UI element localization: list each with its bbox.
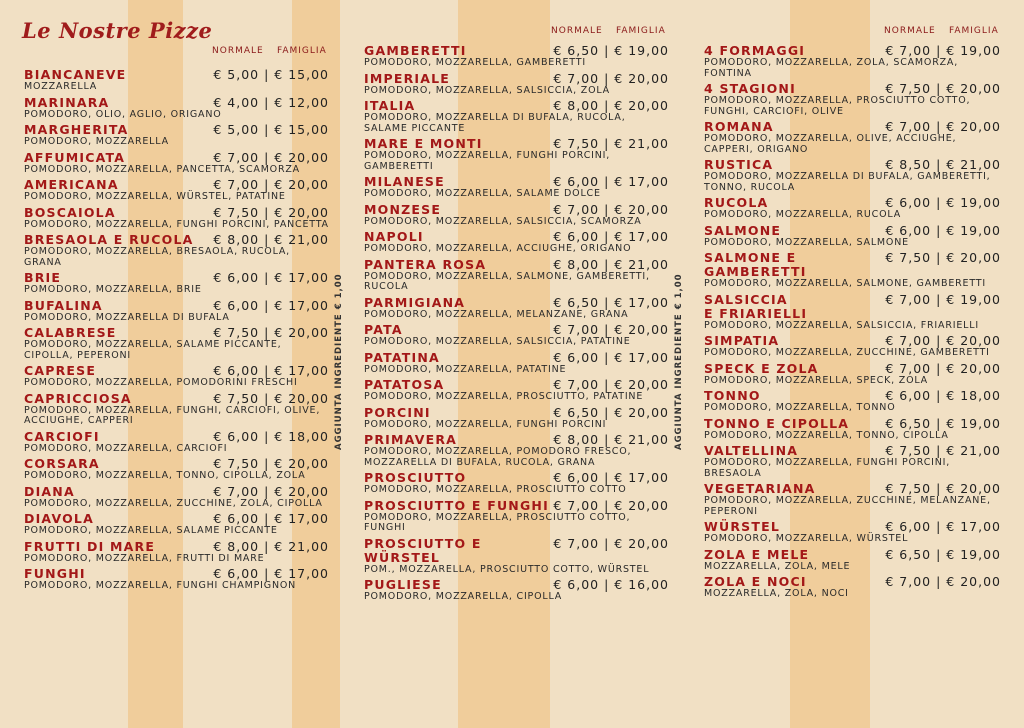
menu-item — [364, 351, 669, 376]
pizza-ingredients: POMODORO, MOZZARELLA, SALAME DOLCE — [364, 188, 601, 199]
pizza-price: € 6,50 | € 19,00 — [553, 43, 669, 58]
pizza-price: € 7,00 | € 20,00 — [553, 497, 669, 513]
menu-item — [364, 258, 669, 293]
pizza-price: € 7,50 | € 21,00 — [885, 443, 1001, 458]
menu-item — [364, 99, 669, 134]
pizza-ingredients: POMODORO, MOZZARELLA, SALSICCIA, SCAMORZA — [364, 215, 642, 227]
pizza-price: € 7,00 | € 20,00 — [553, 535, 669, 551]
pizza-ingredients: POMODORO, MOZZARELLA, PROSCIUTTO COTTO, FUNGHI, CARCIOFI, OLIVE — [704, 95, 971, 117]
pizza-name: PATATOSA — [364, 377, 445, 392]
pizza-name: FUNGHI — [24, 566, 86, 581]
menu-item — [704, 575, 1001, 600]
pizza-ingredients: POMODORO, MOZZARELLA, FRUTTI DI MARE — [24, 552, 265, 564]
pizza-name: SALMONE E GAMBERETTI — [704, 250, 807, 279]
header-normale: NORMALE — [212, 46, 264, 56]
menu-item — [704, 482, 1001, 517]
pizza-price: € 6,00 | € 18,00 — [213, 428, 329, 444]
pizza-price: € 7,50 | € 20,00 — [213, 456, 329, 471]
pizza-name: NAPOLI — [364, 229, 424, 244]
pizza-price: € 8,00 | € 21,00 — [213, 232, 329, 247]
menu-item — [704, 196, 1001, 221]
pizza-price: € 6,50 | € 17,00 — [553, 294, 669, 310]
pizza-ingredients: POMODORO, MOZZARELLA, SALAME PICCANTE, CIPOLLA, PEPERONI — [24, 339, 282, 361]
extra-ingredient-note: AGGIUNTA INGREDIENTE € 1,00 — [334, 273, 344, 450]
pizza-name: FRUTTI DI MARE — [24, 538, 156, 554]
pizza-ingredients: POMODORO, MOZZARELLA, SALMONE, GAMBERETTI, RUCOLA — [364, 270, 650, 292]
pizza-name: CAPRESE — [24, 363, 97, 378]
menu-item — [24, 326, 329, 361]
pizza-price: € 7,00 | € 20,00 — [553, 201, 669, 217]
menu-item — [704, 362, 1001, 387]
pizza-price: € 6,00 | € 17,00 — [213, 270, 329, 285]
pizza-name: PATATINA — [364, 349, 440, 365]
pizza-price: € 7,50 | € 20,00 — [213, 325, 329, 340]
pizza-price: € 6,50 | € 20,00 — [553, 404, 669, 420]
pizza-price: € 7,00 | € 20,00 — [885, 119, 1001, 134]
pizza-name: AMERICANA — [24, 177, 119, 192]
menu-item — [24, 68, 329, 93]
pizza-name: SALMONE — [704, 222, 782, 238]
pizza-price: € 7,00 | € 20,00 — [213, 483, 329, 499]
pizza-ingredients: POMODORO, MOZZARELLA, SALSICCIA, FRIARIELLI — [704, 319, 979, 331]
pizza-name: RUCOLA — [704, 195, 769, 210]
header-famiglia: FAMIGLIA — [616, 26, 666, 36]
pizza-price: € 6,00 | € 17,00 — [553, 229, 669, 244]
menu-item — [24, 540, 329, 565]
pizza-price: € 6,00 | € 17,00 — [885, 519, 1001, 534]
pizza-price: € 7,00 | € 20,00 — [213, 149, 329, 165]
pizza-name: IMPERIALE — [364, 70, 451, 86]
pizza-ingredients: POMODORO, MOZZARELLA, SALMONE — [704, 236, 909, 248]
pizza-ingredients: POMODORO, MOZZARELLA, WÜRSTEL — [704, 533, 909, 544]
pizza-name: CALABRESE — [24, 325, 117, 340]
menu-item — [24, 567, 329, 592]
pizza-price: € 7,50 | € 20,00 — [213, 390, 329, 406]
pizza-ingredients: POMODORO, MOZZARELLA, ZUCCHINE, GAMBERETTI — [704, 347, 990, 358]
menu-item — [704, 417, 1001, 442]
pizza-price: € 7,00 | € 20,00 — [885, 574, 1001, 589]
pizza-name: PANTERA ROSA — [364, 256, 487, 272]
pizza-price: € 6,00 | € 19,00 — [885, 195, 1001, 210]
pizza-name: MONZESE — [364, 201, 442, 217]
pizza-name: PRIMAVERA — [364, 432, 458, 447]
pizza-name: MARINARA — [24, 94, 110, 110]
pizza-ingredients: POMODORO, MOZZARELLA, GAMBERETTI — [364, 57, 586, 68]
column-header — [364, 26, 669, 42]
pizza-price: € 7,00 | € 20,00 — [885, 333, 1001, 348]
column-header — [24, 46, 329, 60]
menu-item — [364, 323, 669, 348]
pizza-name: PROSCIUTTO E FUNGHI — [364, 497, 549, 513]
pizza-ingredients: POMODORO, MOZZARELLA, CARCIOFI — [24, 442, 228, 454]
menu-column-3 — [704, 26, 1001, 603]
pizza-ingredients: POMODORO, MOZZARELLA, POMODORO FRESCO, MOZZARELLA DI BUFALA, RUCOLA, GRANA — [364, 446, 632, 468]
pizza-name: SALSICCIA E FRIARIELLI — [704, 291, 808, 321]
pizza-ingredients: POMODORO, MOZZARELLA, SPECK, ZOLA — [704, 374, 928, 386]
pizza-ingredients: POMODORO, MOZZARELLA, SALSICCIA, ZOLA — [364, 84, 610, 96]
pizza-ingredients: POMODORO, MOZZARELLA, RUCOLA — [704, 209, 901, 220]
pizza-price: € 7,50 | € 20,00 — [885, 250, 1001, 265]
pizza-ingredients: POMODORO, MOZZARELLA, ACCIUGHE, ORIGANO — [364, 243, 632, 254]
pizza-ingredients: POMODORO, MOZZARELLA, SALAME PICCANTE — [24, 525, 278, 536]
pizza-price: € 4,00 | € 12,00 — [213, 94, 329, 110]
menu-item — [24, 96, 329, 121]
pizza-ingredients: POMODORO, MOZZARELLA, ZUCCHINE, MELANZANE, PEPERONI — [704, 495, 991, 517]
pizza-name: BRIE — [24, 270, 62, 285]
pizza-name: SPECK E ZOLA — [704, 360, 819, 376]
pizza-name: CAPRICCIOSA — [24, 390, 132, 406]
menu-item — [364, 578, 669, 603]
pizza-price: € 6,00 | € 18,00 — [885, 388, 1001, 403]
menu-item — [704, 520, 1001, 545]
menu-item — [364, 406, 669, 431]
pizza-name: DIANA — [24, 483, 75, 499]
menu-item — [704, 548, 1001, 573]
pizza-price: € 7,00 | € 19,00 — [885, 291, 1001, 307]
menu-item — [24, 299, 329, 324]
pizza-price: € 6,00 | € 17,00 — [213, 363, 329, 378]
pizza-price: € 7,00 | € 20,00 — [553, 322, 669, 337]
pizza-price: € 7,00 | € 20,00 — [213, 177, 329, 192]
pizza-price: € 7,50 | € 20,00 — [885, 481, 1001, 496]
pizza-price: € 8,50 | € 21,00 — [885, 157, 1001, 172]
header-normale: NORMALE — [884, 26, 936, 36]
pizza-ingredients: POMODORO, MOZZARELLA, FUNGHI, CARCIOFI, OLIVE, ACCIUGHE, CAPPERI — [24, 404, 321, 426]
pizza-name: MARGHERITA — [24, 122, 129, 137]
pizza-name: CORSARA — [24, 456, 100, 471]
pizza-name: PUGLIESE — [364, 577, 442, 592]
pizza-name: PROSCIUTTO E WÜRSTEL — [364, 535, 482, 565]
menu-column-2 — [364, 26, 669, 606]
pizza-name: PATA — [364, 322, 403, 337]
menu-item — [364, 137, 669, 172]
pizza-ingredients: POMODORO, MOZZARELLA DI BUFALA, GAMBERETTI, TONNO, RUCOLA — [704, 171, 991, 193]
pizza-name: TONNO — [704, 388, 761, 403]
pizza-ingredients: POMODORO, MOZZARELLA, OLIVE, ACCIUGHE, CAPPERI, ORIGANO — [704, 133, 957, 155]
menu-item — [364, 499, 669, 534]
menu-item — [24, 457, 329, 482]
pizza-price: € 6,00 | € 19,00 — [885, 222, 1001, 238]
pizza-ingredients: MOZZARELLA, ZOLA, MELE — [704, 560, 851, 572]
pizza-ingredients: POMODORO, MOZZARELLA, POMODORINI FRESCHI — [24, 377, 298, 388]
menu-item — [704, 158, 1001, 193]
pizza-name: DIAVOLA — [24, 511, 94, 526]
menu-item — [704, 251, 1001, 290]
menu-item — [364, 378, 669, 403]
menu-item — [364, 471, 669, 496]
pizza-ingredients: POMODORO, MOZZARELLA, PROSCIUTTO, PATATINE — [364, 391, 644, 402]
pizza-name: ZOLA E NOCI — [704, 574, 807, 589]
pizza-price: € 6,50 | € 19,00 — [885, 415, 1001, 431]
pizza-ingredients: POMODORO, MOZZARELLA, SALSICCIA, PATATINE — [364, 336, 631, 347]
pizza-price: € 5,00 | € 15,00 — [213, 67, 329, 82]
menu-item — [364, 230, 669, 255]
pizza-name: ROMANA — [704, 119, 774, 134]
menu-item — [24, 233, 329, 268]
menu-item — [364, 537, 669, 576]
pizza-price: € 8,00 | € 21,00 — [213, 538, 329, 554]
pizza-ingredients: POMODORO, MOZZARELLA, CIPOLLA — [364, 591, 563, 602]
header-normale: NORMALE — [551, 26, 603, 36]
pizza-price: € 7,50 | € 20,00 — [885, 81, 1001, 96]
pizza-price: € 6,00 | € 17,00 — [553, 349, 669, 365]
pizza-price: € 6,00 | € 16,00 — [553, 577, 669, 592]
pizza-ingredients: POMODORO, MOZZARELLA DI BUFALA — [24, 311, 230, 323]
pizza-name: 4 FORMAGGI — [704, 43, 806, 58]
pizza-ingredients: POMODORO, MOZZARELLA, FUNGHI CHAMPIGNON — [24, 580, 297, 591]
pizza-name: PARMIGIANA — [364, 294, 466, 310]
pizza-name: BOSCAIOLA — [24, 204, 116, 220]
menu-item — [364, 203, 669, 228]
pizza-name: BIANCANEVE — [24, 67, 127, 82]
menu-item — [24, 151, 329, 176]
menu-item — [364, 296, 669, 321]
pizza-name: VALTELLINA — [704, 443, 799, 458]
pizza-ingredients: POMODORO, MOZZARELLA, WÜRSTEL, PATATINE — [24, 191, 286, 202]
menu-item — [704, 44, 1001, 79]
pizza-price: € 6,00 | € 17,00 — [213, 566, 329, 581]
pizza-ingredients: MOZZARELLA, ZOLA, NOCI — [704, 588, 849, 599]
pizza-name: TONNO E CIPOLLA — [704, 415, 850, 431]
pizza-name: AFFUMICATA — [24, 149, 126, 165]
pizza-price: € 7,50 | € 20,00 — [213, 204, 329, 220]
pizza-price: € 8,00 | € 21,00 — [553, 256, 669, 272]
pizza-name: CARCIOFI — [24, 428, 100, 444]
pizza-price: € 7,00 | € 20,00 — [885, 360, 1001, 376]
pizza-name: BRESAOLA E RUCOLA — [24, 232, 194, 247]
pizza-price: € 8,00 | € 20,00 — [553, 98, 669, 113]
pizza-price: € 5,00 | € 15,00 — [213, 122, 329, 137]
pizza-name: SIMPATIA — [704, 333, 780, 348]
menu-item — [704, 224, 1001, 249]
pizza-name: PROSCIUTTO — [364, 470, 467, 485]
header-famiglia: FAMIGLIA — [949, 26, 999, 36]
pizza-name: WÜRSTEL — [704, 519, 780, 534]
menu-item — [24, 430, 329, 455]
pizza-name: ITALIA — [364, 98, 416, 113]
header-famiglia: FAMIGLIA — [277, 46, 327, 56]
pizza-ingredients: MOZZARELLA — [24, 81, 98, 92]
pizza-ingredients: POMODORO, MOZZARELLA, ZOLA, SCAMORZA, FONTINA — [704, 57, 959, 79]
pizza-ingredients: POMODORO, MOZZARELLA, PATATINE — [364, 363, 567, 375]
pizza-ingredients: POMODORO, MOZZARELLA, MELANZANE, GRANA — [364, 308, 629, 320]
extra-ingredient-note: AGGIUNTA INGREDIENTE € 1,00 — [674, 273, 684, 450]
pizza-ingredients: POMODORO, MOZZARELLA, PROSCIUTTO COTTO, FUNGHI — [364, 511, 631, 533]
pizza-ingredients: POMODORO, MOZZARELLA DI BUFALA, RUCOLA, SALAME PICCANTE — [364, 112, 626, 134]
pizza-name: MARE E MONTI — [364, 136, 483, 151]
menu-item — [24, 123, 329, 148]
menu-item — [704, 444, 1001, 479]
pizza-price: € 6,00 | € 17,00 — [553, 470, 669, 485]
page-title: Le Nostre Pizze — [22, 18, 213, 43]
menu-item — [24, 271, 329, 296]
pizza-name: 4 STAGIONI — [704, 81, 796, 96]
pizza-price: € 6,50 | € 19,00 — [885, 546, 1001, 562]
pizza-ingredients: POM., MOZZARELLA, PROSCIUTTO COTTO, WÜRSTEL — [364, 563, 650, 575]
column-header — [704, 26, 1001, 42]
pizza-price: € 6,00 | € 17,00 — [213, 511, 329, 526]
pizza-price: € 7,00 | € 20,00 — [553, 377, 669, 392]
pizza-ingredients: POMODORO, MOZZARELLA, FUNGHI PORCINI, BRESAOLA — [704, 457, 951, 479]
pizza-price: € 8,00 | € 21,00 — [553, 432, 669, 447]
menu-item — [364, 433, 669, 468]
pizza-price: € 6,00 | € 17,00 — [213, 297, 329, 313]
menu-item — [24, 485, 329, 510]
menu-item — [704, 389, 1001, 414]
pizza-name: VEGETARIANA — [704, 481, 816, 496]
menu-item — [24, 392, 329, 427]
menu-item — [704, 334, 1001, 359]
menu-item — [24, 206, 329, 231]
menu-item — [364, 44, 669, 69]
pizza-price: € 6,00 | € 17,00 — [553, 174, 669, 189]
pizza-ingredients: POMODORO, MOZZARELLA, BRIE — [24, 284, 202, 295]
menu-item — [704, 120, 1001, 155]
pizza-price: € 7,00 | € 19,00 — [885, 43, 1001, 58]
pizza-name: GAMBERETTI — [364, 43, 467, 58]
pizza-ingredients: POMODORO, MOZZARELLA, BRESAOLA, RUCOLA, GRANA — [24, 246, 291, 268]
pizza-name: BUFALINA — [24, 297, 103, 313]
pizza-ingredients: POMODORO, MOZZARELLA, PANCETTA, SCAMORZA — [24, 163, 300, 175]
pizza-price: € 7,00 | € 20,00 — [553, 70, 669, 86]
pizza-ingredients: POMODORO, MOZZARELLA, SALMONE, GAMBERETTI — [704, 278, 986, 289]
pizza-ingredients: POMODORO, MOZZARELLA, FUNGHI PORCINI, PANCETTA — [24, 218, 329, 230]
pizza-ingredients: POMODORO, MOZZARELLA, TONNO — [704, 402, 896, 413]
menu-item — [704, 82, 1001, 117]
pizza-ingredients: POMODORO, MOZZARELLA, FUNGHI PORCINI — [364, 418, 607, 430]
pizza-ingredients: POMODORO, MOZZARELLA — [24, 136, 169, 147]
menu-item — [364, 175, 669, 200]
pizza-ingredients: POMODORO, MOZZARELLA, FUNGHI PORCINI, GAMBERETTI — [364, 150, 611, 172]
pizza-name: MILANESE — [364, 174, 445, 189]
pizza-name: ZOLA E MELE — [704, 546, 810, 562]
pizza-ingredients: POMODORO, MOZZARELLA, TONNO, CIPOLLA — [704, 429, 949, 441]
menu-item — [364, 72, 669, 97]
menu-item — [24, 364, 329, 389]
pizza-ingredients: POMODORO, MOZZARELLA, PROSCIUTTO COTTO — [364, 484, 627, 495]
menu-item — [24, 178, 329, 203]
pizza-name: RUSTICA — [704, 157, 774, 172]
menu-item — [704, 293, 1001, 332]
pizza-ingredients: POMODORO, MOZZARELLA, TONNO, CIPOLLA, ZOLA — [24, 470, 306, 481]
menu-column-1 — [24, 48, 329, 595]
menu-item — [24, 512, 329, 537]
pizza-name: PORCINI — [364, 404, 431, 420]
pizza-price: € 7,50 | € 21,00 — [553, 136, 669, 151]
pizza-ingredients: POMODORO, MOZZARELLA, ZUCCHINE, ZOLA, CIPOLLA — [24, 497, 323, 509]
pizza-ingredients: POMODORO, OLIO, AGLIO, ORIGANO — [24, 108, 222, 120]
